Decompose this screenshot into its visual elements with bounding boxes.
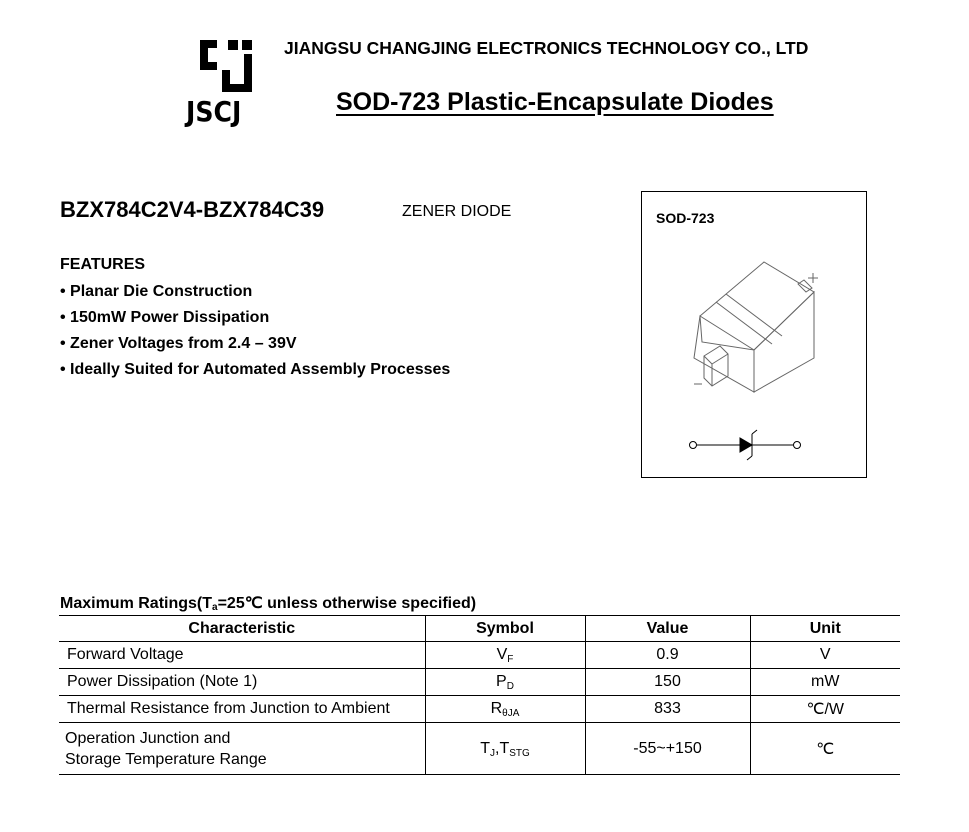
symbol-cell: TJ,TSTG <box>425 723 585 775</box>
feature-item: • Zener Voltages from 2.4 – 39V <box>60 335 297 352</box>
table-row <box>59 642 900 669</box>
jscj-logo-icon <box>200 40 252 92</box>
table-row <box>59 696 900 723</box>
column-header: Unit <box>750 616 900 642</box>
features-heading: FEATURES <box>60 256 146 273</box>
table-header-row <box>59 616 900 642</box>
value-cell: 0.9 <box>585 642 750 669</box>
table-row <box>59 669 900 696</box>
logo-text: JSCJ <box>186 95 242 128</box>
characteristic-cell: Operation Junction and Storage Temperature Range <box>59 723 425 775</box>
unit-cell: ℃ <box>750 723 900 775</box>
characteristic-cell: Power Dissipation (Note 1) <box>59 669 425 696</box>
features-list <box>60 282 450 386</box>
company-logo <box>186 38 264 130</box>
feature-item: • Planar Die Construction <box>60 283 253 300</box>
device-type: ZENER DIODE <box>402 203 512 220</box>
table-row <box>59 723 900 775</box>
package-label: SOD-723 <box>656 210 715 226</box>
ratings-title: Maximum $Ratings(T_a=25℃$ unless otherwise specified) <box>60 595 477 613</box>
unit-cell: mW <box>750 669 900 696</box>
characteristic-cell: Thermal Resistance from Junction to Ambient <box>59 696 425 723</box>
value-cell: 150 <box>585 669 750 696</box>
symbol-cell: RθJA <box>425 696 585 723</box>
maximum-ratings-table <box>59 615 900 775</box>
zener-diode-symbol-icon <box>690 430 801 460</box>
package-drawing <box>642 192 868 479</box>
characteristic-cell: Forward Voltage <box>59 642 425 669</box>
column-header: Characteristic <box>59 616 425 642</box>
value-cell: -55~+150 <box>585 723 750 775</box>
polarity-marks <box>694 273 818 384</box>
company-name: JIANGSU CHANGJING ELECTRONICS TECHNOLOGY CO., LTD <box>284 38 809 58</box>
part-number-range: BZX784C2V4-BZX784C39 <box>60 197 325 222</box>
document-title: SOD-723 Plastic-Encapsulate Diodes <box>336 88 774 116</box>
column-header: Value <box>585 616 750 642</box>
symbol-cell: VF <box>425 642 585 669</box>
unit-cell: V <box>750 642 900 669</box>
feature-item: • 150mW Power Dissipation <box>60 309 270 326</box>
symbol-cell: PD <box>425 669 585 696</box>
value-cell: 833 <box>585 696 750 723</box>
feature-item: • Ideally Suited for Automated Assembly Processes <box>60 361 451 378</box>
unit-cell: ℃/W <box>750 696 900 723</box>
column-header: Symbol <box>425 616 585 642</box>
sod723-package-icon <box>694 262 814 392</box>
package-diagram-box <box>641 191 867 478</box>
